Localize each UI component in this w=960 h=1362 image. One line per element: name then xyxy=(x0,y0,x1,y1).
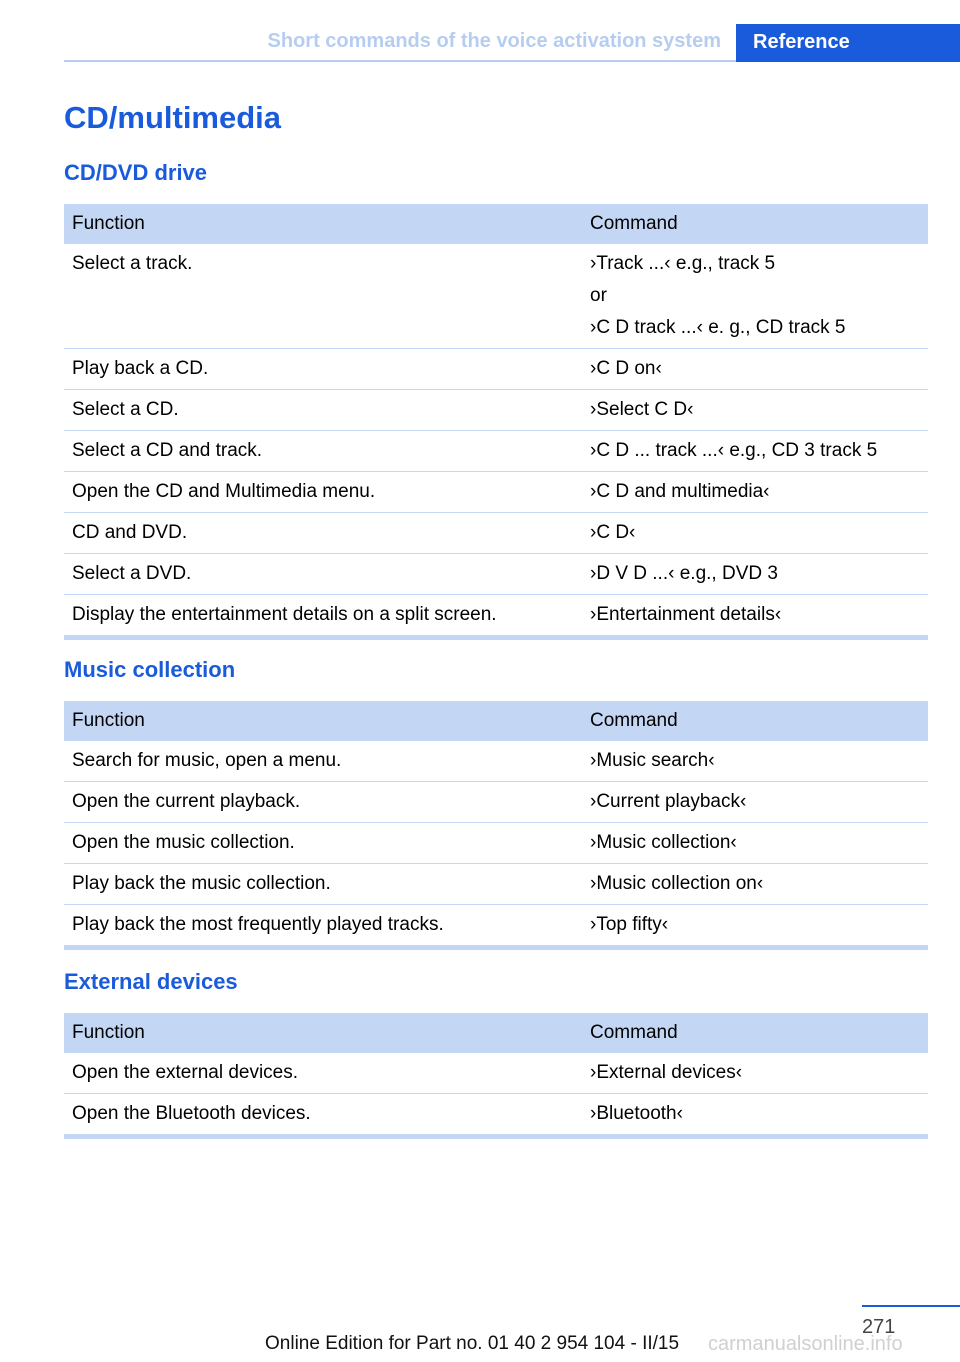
header-section-title: Short commands of the voice activation system xyxy=(267,30,721,52)
watermark: carmanualsonline.info xyxy=(708,1333,903,1355)
external-devices-command-table xyxy=(64,1013,928,1139)
table-row xyxy=(64,1094,928,1137)
table-row xyxy=(64,823,928,864)
command-text: ›Select C D‹ xyxy=(590,399,694,420)
command-cell xyxy=(582,431,928,472)
command-text: or xyxy=(590,285,607,306)
function-cell: Search for music, open a menu. xyxy=(64,741,582,782)
command-text: ›C D track ...‹ e. g., CD track 5 xyxy=(590,317,846,338)
table-row xyxy=(64,595,928,638)
command-cell xyxy=(582,513,928,554)
function-cell: Play back the music collection. xyxy=(64,864,582,905)
command-text: ›D V D ...‹ e.g., DVD 3 xyxy=(590,563,778,584)
command-text: ›External devices‹ xyxy=(590,1062,743,1083)
command-text: ›C D on‹ xyxy=(590,358,662,379)
function-cell: Play back the most frequently played tracks. xyxy=(64,905,582,948)
command-cell xyxy=(582,349,928,390)
table-row xyxy=(64,390,928,431)
command-cell xyxy=(582,905,928,948)
command-cell xyxy=(582,595,928,638)
command-cell xyxy=(582,554,928,595)
command-text: ›Bluetooth‹ xyxy=(590,1103,683,1124)
table-row xyxy=(64,741,928,782)
command-cell xyxy=(582,244,928,349)
command-text: ›C D‹ xyxy=(590,522,636,543)
page-title: CD/multimedia xyxy=(64,100,282,135)
table-row xyxy=(64,905,928,948)
function-cell: Select a DVD. xyxy=(64,554,582,595)
footer-divider xyxy=(862,1305,960,1307)
column-header-function: Function xyxy=(64,1013,582,1053)
command-text: ›Top fifty‹ xyxy=(590,914,669,935)
function-cell: Open the external devices. xyxy=(64,1053,582,1094)
command-text: ›Current playback‹ xyxy=(590,791,747,812)
command-cell xyxy=(582,1094,928,1137)
column-header-function: Function xyxy=(64,204,582,244)
command-cell xyxy=(582,741,928,782)
function-cell: Play back a CD. xyxy=(64,349,582,390)
page-number: 271 xyxy=(862,1316,896,1338)
command-text: ›Entertainment details‹ xyxy=(590,604,782,625)
cd-dvd-command-table xyxy=(64,204,928,640)
table-row xyxy=(64,431,928,472)
table-row xyxy=(64,1053,928,1094)
function-cell: Select a track. xyxy=(64,244,582,349)
command-text: ›Music collection on‹ xyxy=(590,873,764,894)
music-collection-command-table xyxy=(64,701,928,950)
command-text: ›Track ...‹ e.g., track 5 xyxy=(590,253,776,274)
function-cell: CD and DVD. xyxy=(64,513,582,554)
page-header xyxy=(0,0,960,62)
table-row xyxy=(64,349,928,390)
section-heading-music-collection: Music collection xyxy=(64,657,236,682)
table-row xyxy=(64,244,928,349)
function-cell: Open the Bluetooth devices. xyxy=(64,1094,582,1137)
function-cell: Select a CD. xyxy=(64,390,582,431)
command-cell xyxy=(582,823,928,864)
function-cell: Open the current playback. xyxy=(64,782,582,823)
column-header-command: Command xyxy=(582,1013,928,1053)
command-text: ›C D ... track ...‹ e.g., CD 3 track 5 xyxy=(590,440,878,461)
command-cell xyxy=(582,1053,928,1094)
command-cell xyxy=(582,472,928,513)
table-row xyxy=(64,554,928,595)
column-header-function: Function xyxy=(64,701,582,741)
command-cell xyxy=(582,390,928,431)
function-cell: Open the music collection. xyxy=(64,823,582,864)
header-tab-reference: Reference xyxy=(736,24,960,62)
table-row xyxy=(64,513,928,554)
table-row xyxy=(64,864,928,905)
command-text: ›C D and multimedia‹ xyxy=(590,481,770,502)
command-text: ›Music collection‹ xyxy=(590,832,737,853)
function-cell: Display the entertainment details on a split screen. xyxy=(64,595,582,638)
command-text: ›Music search‹ xyxy=(590,750,715,771)
table-row xyxy=(64,472,928,513)
table-row xyxy=(64,782,928,823)
edition-footer: Online Edition for Part no. 01 40 2 954 104 - II/15 xyxy=(265,1333,680,1354)
section-heading-cd-dvd: CD/DVD drive xyxy=(64,160,208,185)
section-heading-external-devices: External devices xyxy=(64,969,238,994)
header-divider xyxy=(64,60,736,62)
column-header-command: Command xyxy=(582,204,928,244)
function-cell: Open the CD and Multimedia menu. xyxy=(64,472,582,513)
function-cell: Select a CD and track. xyxy=(64,431,582,472)
column-header-command: Command xyxy=(582,701,928,741)
command-cell xyxy=(582,864,928,905)
command-cell xyxy=(582,782,928,823)
